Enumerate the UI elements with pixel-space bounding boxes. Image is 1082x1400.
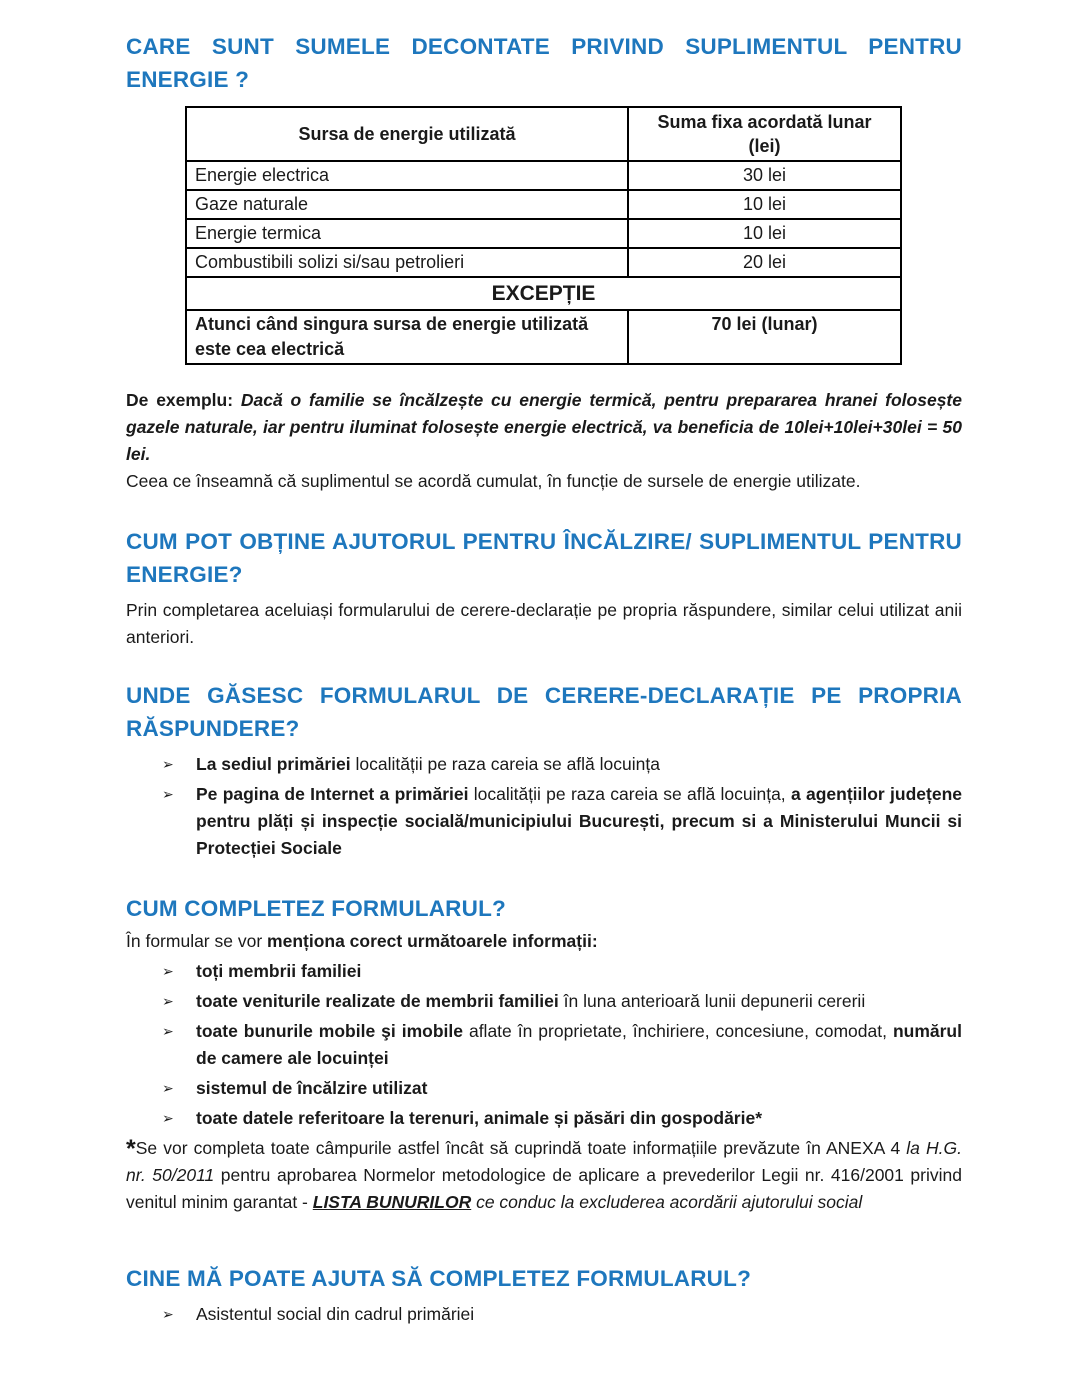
- fill-intro-normal: În formular se vor: [126, 931, 268, 951]
- bullet-bold-text: toate veniturile realizate de membrii familiei: [196, 991, 559, 1011]
- exception-row: [186, 310, 901, 364]
- bullet-bold-text: a agențiilor județene pentru plăți și inspecție socială/municipiului București, precum si a Ministerului Muncii si Protecției Sociale: [196, 784, 962, 858]
- arrow-bullet-icon: ➢: [162, 1306, 174, 1322]
- lista-bunurilor-link[interactable]: LISTA BUNURILOR: [312, 1192, 472, 1212]
- amount-cell: 10 lei: [628, 190, 901, 219]
- table-row: [186, 219, 901, 248]
- footnote-reference: la H.G. nr. 50/2011: [126, 1138, 962, 1185]
- bullet-normal-text: localității pe raza careia se află locuința,: [468, 784, 791, 804]
- footnote-text: Se vor completa toate câmpurile astfel încât să cuprindă toate informațiile prevăzute în ANEXA 4: [135, 1138, 907, 1158]
- list-item-text: Asistentul social din cadrul primăriei: [196, 1304, 475, 1324]
- list-item-text: [196, 958, 962, 985]
- arrow-bullet-icon: ➢: [162, 993, 174, 1009]
- example-prefix: De exemplu:: [126, 390, 241, 410]
- list-item: [160, 1075, 962, 1102]
- list-item-text: [196, 781, 962, 862]
- bullet-normal-text: în luna anterioară lunii depunerii cererii: [558, 991, 866, 1011]
- footnote-asterisk: *: [126, 1135, 136, 1163]
- table-row: [186, 248, 901, 277]
- table-header-row: [186, 107, 901, 161]
- list-item-text: [196, 1105, 962, 1132]
- bullet-bold-text: Pe pagina de Internet a primăriei: [196, 784, 469, 804]
- heading-sums: CARE SUNT SUMELE DECONTATE PRIVIND SUPLIMENTUL PENTRU ENERGIE ?: [126, 34, 962, 92]
- source-cell: Energie termica: [186, 219, 628, 248]
- table-row: [186, 161, 901, 190]
- amount-cell: 30 lei: [628, 161, 901, 190]
- where-bullet-list: [126, 751, 962, 862]
- heading-obtain: CUM POT OBȚINE AJUTORUL PENTRU ÎNCĂLZIRE/ SUPLIMENTUL PENTRU ENERGIE?: [126, 529, 962, 587]
- list-item: [160, 751, 962, 778]
- arrow-bullet-icon: ➢: [162, 786, 174, 802]
- fill-intro-bold: menționa corect următoarele informații:: [267, 931, 598, 951]
- source-cell: Combustibili solizi si/sau petrolieri: [186, 248, 628, 277]
- column-header-source: Sursa de energie utilizată: [186, 107, 628, 161]
- footnote-italic-text: ce conduc la excluderea acordării ajutorului social: [471, 1192, 863, 1212]
- bullet-bold-text: toate datele referitoare la terenuri, animale și păsări din gospodărie*: [196, 1108, 763, 1128]
- arrow-bullet-icon: ➢: [162, 1080, 174, 1096]
- exception-amount-cell: 70 lei (lunar): [628, 310, 901, 364]
- bullet-normal-text: aflate în proprietate, închiriere, concesiune, comodat,: [462, 1021, 893, 1041]
- bullet-bold-text: La sediul primăriei: [196, 754, 351, 774]
- energy-supplement-table: [185, 106, 902, 365]
- table-row: [186, 190, 901, 219]
- arrow-bullet-icon: ➢: [162, 963, 174, 979]
- list-item: [160, 958, 962, 985]
- footnote-text: pentru aprobarea Normelor metodologice de aplicare a prevederilor Legii nr. 416/2001 privind venitul minim garantat -: [126, 1165, 962, 1212]
- column-header-amount: Suma fixa acordată lunar (lei): [628, 107, 901, 161]
- energy-table-container: [185, 106, 962, 365]
- obtain-paragraph: Prin completarea aceluiași formularului de cerere-declarație pe propria răspundere, similar celui utilizat anii anteriori.: [126, 600, 962, 647]
- list-item: [160, 781, 962, 862]
- arrow-bullet-icon: ➢: [162, 756, 174, 772]
- heading-help: CINE MĂ POATE AJUTA SĂ COMPLETEZ FORMULARUL?: [126, 1266, 752, 1291]
- exception-label-row: [186, 277, 901, 310]
- list-item: [160, 988, 962, 1015]
- bullet-bold-text: sistemul de încălzire utilizat: [196, 1078, 428, 1098]
- heading-where: UNDE GĂSESC FORMULARUL DE CERERE-DECLARAȚIE PE PROPRIA RĂSPUNDERE?: [126, 683, 962, 741]
- list-item-text: [196, 1018, 962, 1072]
- exception-source-cell: Atunci când singura sursa de energie utilizată este cea electrică: [186, 310, 628, 364]
- fill-bullet-list: [126, 958, 962, 1132]
- bullet-bold-text: numărul de camere ale locuinței: [196, 1021, 962, 1068]
- list-item-text: [196, 1075, 962, 1102]
- fill-intro: [126, 928, 962, 955]
- amount-cell: 10 lei: [628, 219, 901, 248]
- bullet-normal-text: localității pe raza careia se află locuința: [350, 754, 660, 774]
- example-paragraph: [126, 387, 962, 468]
- source-cell: Energie electrica: [186, 161, 628, 190]
- heading-fill: CUM COMPLETEZ FORMULARUL?: [126, 896, 506, 921]
- list-item: [160, 1018, 962, 1072]
- bullet-bold-text: toți membrii familiei: [196, 961, 362, 981]
- list-item-text: [196, 988, 962, 1015]
- list-item: [160, 1105, 962, 1132]
- list-item: [160, 1301, 962, 1328]
- arrow-bullet-icon: ➢: [162, 1110, 174, 1126]
- source-cell: Gaze naturale: [186, 190, 628, 219]
- example-note: Ceea ce înseamnă că suplimentul se acordă cumulat, în funcție de sursele de energie utilizate.: [126, 471, 861, 491]
- amount-cell: 20 lei: [628, 248, 901, 277]
- bullet-bold-text: toate bunurile mobile şi imobile: [196, 1021, 463, 1041]
- help-bullet-list: [126, 1301, 962, 1328]
- example-body: Dacă o familie se încălzește cu energie termică, pentru prepararea hranei folosește gazele naturale, iar pentru iluminat folosește energie electrică, va beneficia de 10lei+10lei+30lei = 50 lei.: [126, 390, 962, 464]
- footnote-paragraph: [126, 1135, 962, 1216]
- arrow-bullet-icon: ➢: [162, 1023, 174, 1039]
- exception-label: EXCEPȚIE: [186, 277, 901, 310]
- list-item-text: [196, 751, 962, 778]
